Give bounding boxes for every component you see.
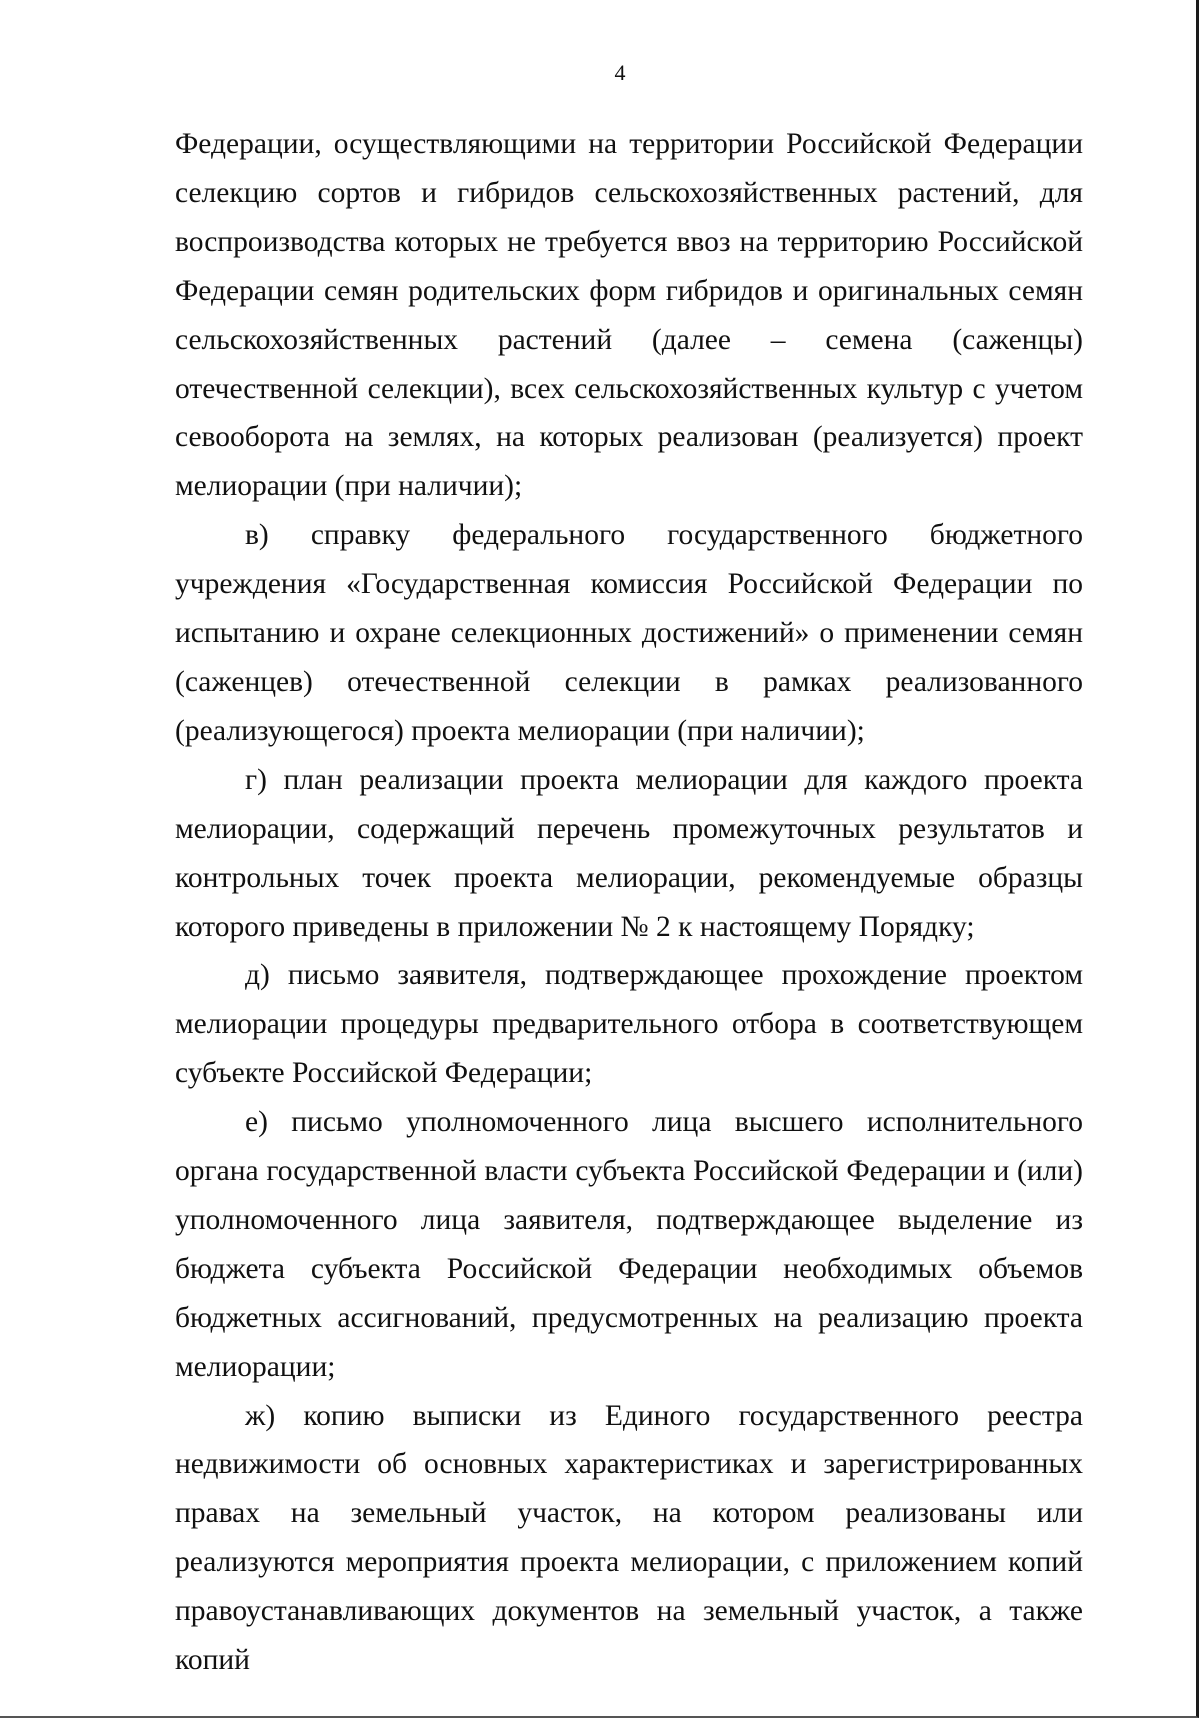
document-body — [175, 120, 1083, 1685]
paragraph-item-zh: ж) копию выписки из Единого государственного реестра недвижимости об основных характеристиках и зарегистрированных правах на земельный участок, на котором реализованы или реализуются мероприятия проекта мелиорации, с приложением копий правоустанавливающих документов на земельный участок, а также копий — [175, 1399, 1083, 1677]
paragraph-item-v: в) справку федерального государственного бюджетного учреждения «Государственная комиссия Российской Федерации по испытанию и охране селекционных достижений» о применении семян (саженцев) отечественной селекции в рамках реализованного (реализующегося) проекта мелиорации (при наличии); — [175, 519, 1083, 747]
paragraph-item-g: г) план реализации проекта мелиорации для каждого проекта мелиорации, содержащий перечень промежуточных результатов и контрольных точек проекта мелиорации, рекомендуемые образцы которого приведены в приложении № 2 к настоящему Порядку; — [175, 763, 1083, 943]
paragraph-continuation: Федерации, осуществляющими на территории Российской Федерации селекцию сортов и гибридов сельскохозяйственных растений, для воспроизводства которых не требуется ввоз на территорию Российской Федерации семян родительских форм гибридов и оригинальных семян сельскохозяйственных растений (далее – семена (саженцы) отечественной селекции), всех сельскохозяйственных культур с учетом севооборота на землях, на которых реализован (реализуется) проект мелиорации (при наличии); — [175, 128, 1083, 503]
paragraph-item-e: е) письмо уполномоченного лица высшего исполнительного органа государственной власти субъекта Российской Федерации и (или) уполномоченного лица заявителя, подтверждающее выделение из бюджета субъекта Российской Федерации необходимых объемов бюджетных ассигнований, предусмотренных на реализацию проекта мелиорации; — [175, 1106, 1083, 1383]
paragraph-item-d: д) письмо заявителя, подтверждающее прохождение проектом мелиорации процедуры предварительного отбора в соответствующем субъекте Российской Федерации; — [175, 959, 1083, 1090]
page-number: 4 — [614, 60, 626, 85]
